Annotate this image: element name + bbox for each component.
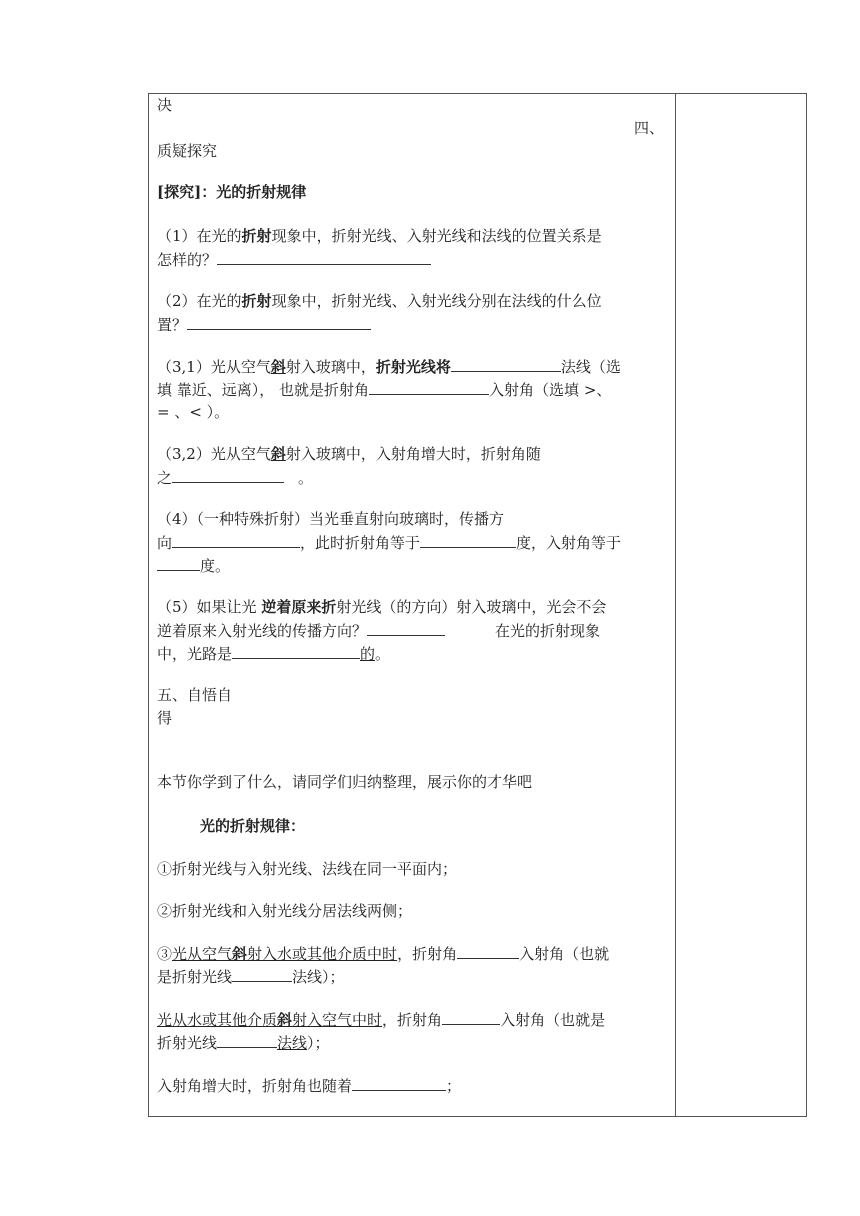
question-5-line-3: 中，光路是 的。: [157, 642, 390, 665]
answer-blank[interactable]: [420, 531, 516, 548]
question-3-2-line-2: 之 。: [157, 466, 313, 489]
rules-title: 光的折射规律：: [200, 817, 306, 835]
answer-blank[interactable]: [367, 619, 445, 636]
question-5-line-1: （5）如果让光 逆着原来折射光线（的方向）射入玻璃中，光会不会: [157, 598, 607, 616]
question-4-line-2: 向 ，此时折射角等于 度，入射角等于: [157, 531, 621, 554]
answer-blank[interactable]: [172, 531, 300, 548]
inquiry-heading: [探究]：光的折射规律: [157, 183, 307, 201]
question-1-line-1: （1）在光的折射现象中，折射光线、入射光线和法线的位置关系是: [157, 227, 602, 245]
section-title-reflection-cont: 得: [157, 709, 173, 727]
question-3-1-line-3: = 、< ）。: [157, 403, 230, 421]
answer-blank[interactable]: [352, 1074, 446, 1091]
question-1-line-2: 怎样的？: [157, 248, 431, 271]
answer-blank[interactable]: [457, 942, 519, 959]
question-3-2-line-1: （3,2）光从空气斜射入玻璃中，入射角增大时，折射角随: [157, 445, 541, 463]
rule-4-line-1: 光从水或其他介质斜射入空气中时，折射角 入射角（也就是: [157, 1008, 605, 1031]
column-divider: [675, 93, 676, 1117]
answer-blank[interactable]: [369, 378, 489, 395]
question-4-line-3: 度。: [157, 554, 230, 577]
question-3-1-line-1: （3,1）光从空气斜射入玻璃中，折射光线将 法线（选: [157, 355, 621, 378]
question-2-line-2: 置？: [157, 313, 371, 336]
question-3-1-line-2: 填 靠近、远离）， 也就是折射角 入射角（选填 >、: [157, 378, 611, 401]
answer-blank[interactable]: [172, 466, 284, 483]
section-title-inquiry: 质疑探究: [157, 142, 218, 160]
answer-blank[interactable]: [217, 248, 431, 265]
section-text-jue: 决: [157, 96, 173, 114]
rule-3-line-1: ③光从空气斜射入水或其他介质中时，折射角 入射角（也就: [157, 942, 609, 965]
rule-4-line-2: 折射光线 法线）；: [157, 1031, 330, 1054]
answer-blank[interactable]: [232, 642, 360, 659]
section-number-four: 四、: [634, 119, 665, 137]
question-4-line-1: （4）（一种特殊折射）当光垂直射向玻璃时，传播方: [157, 510, 505, 528]
answer-blank[interactable]: [442, 1008, 500, 1025]
answer-blank[interactable]: [217, 1031, 277, 1048]
answer-blank[interactable]: [232, 965, 292, 982]
section-title-reflection: 五、自悟自: [157, 686, 233, 704]
answer-blank[interactable]: [187, 313, 371, 330]
rule-5: 入射角增大时，折射角也随着 ；: [157, 1074, 461, 1097]
answer-blank[interactable]: [451, 355, 561, 372]
summary-prompt: 本节你学到了什么，请同学们归纳整理，展示你的才华吧: [157, 773, 533, 791]
question-2-line-1: （2）在光的折射现象中，折射光线、入射光线分别在法线的什么位: [157, 292, 602, 310]
rule-2: ②折射光线和入射光线分居法线两侧；: [157, 902, 413, 920]
rule-1: ①折射光线与入射光线、法线在同一平面内；: [157, 860, 458, 878]
answer-blank[interactable]: [157, 554, 200, 571]
question-5-line-2: 逆着原来入射光线的传播方向？ 在光的折射现象: [157, 619, 600, 642]
rule-3-line-2: 是折射光线 法线）；: [157, 965, 345, 988]
